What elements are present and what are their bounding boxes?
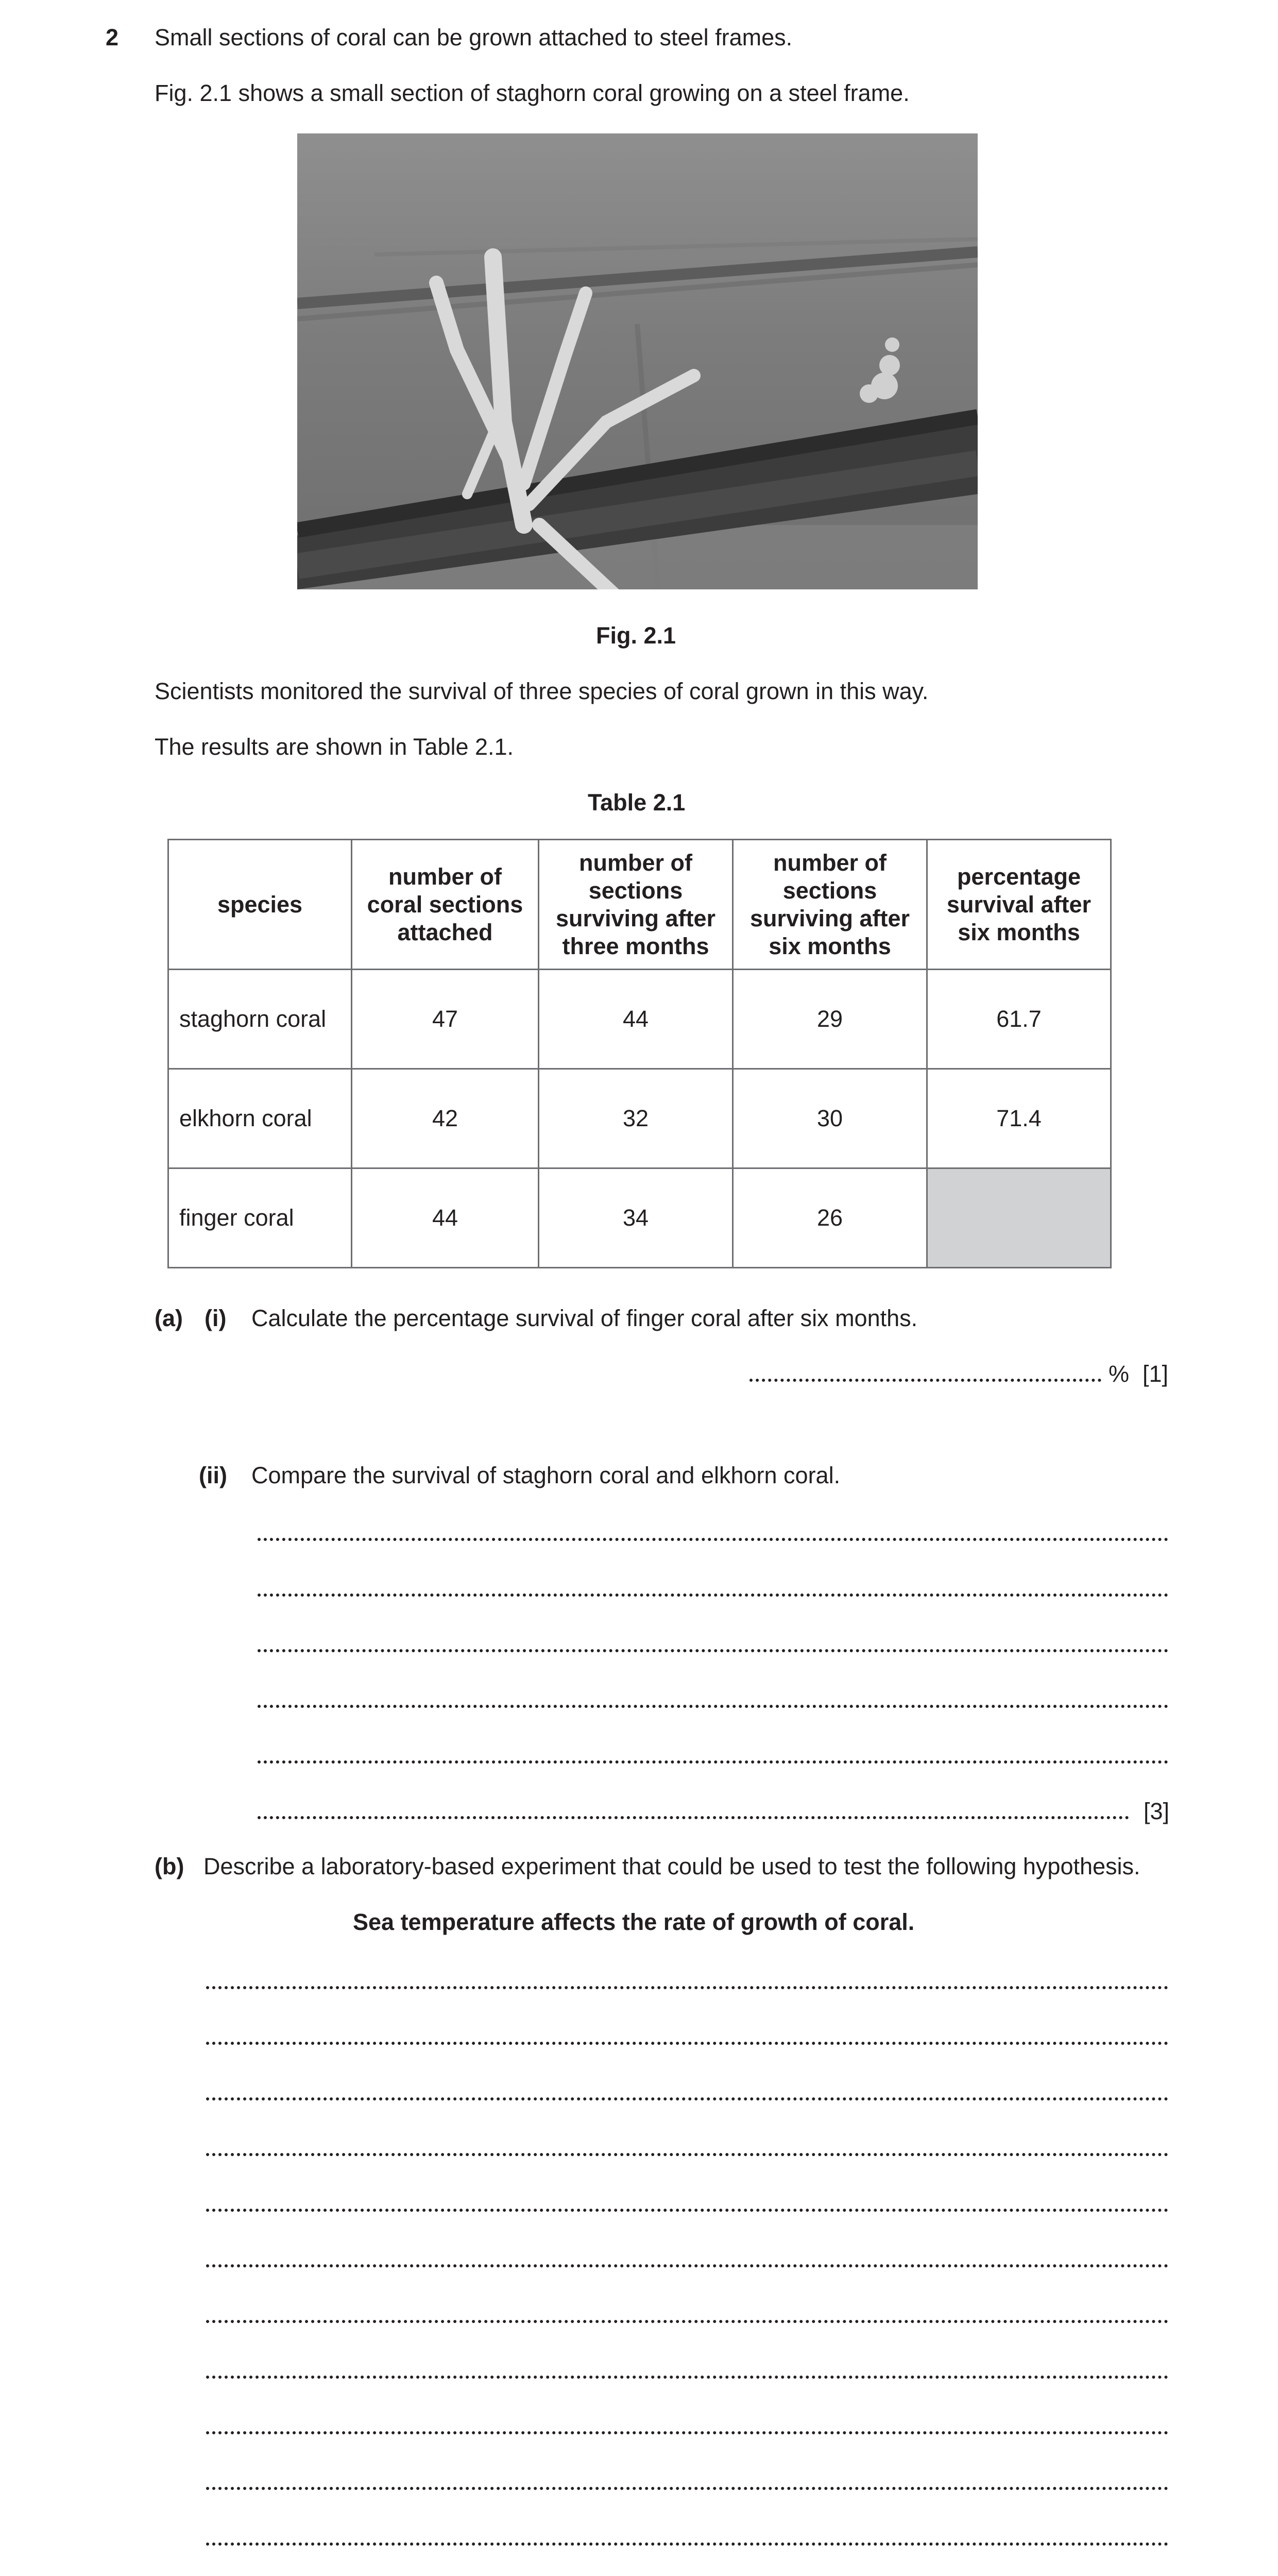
cell-species: elkhorn coral xyxy=(168,1069,352,1168)
answer-line-b[interactable] xyxy=(206,2543,1168,2546)
table-header-row xyxy=(168,840,1111,970)
table-row xyxy=(168,1168,1111,1268)
table-row xyxy=(168,1069,1111,1168)
header-species: species xyxy=(168,840,352,970)
answer-line-b[interactable] xyxy=(206,2153,1168,2156)
table-caption: Table 2.1 xyxy=(588,789,686,816)
answer-line-b[interactable] xyxy=(206,2376,1168,2379)
hypothesis: Sea temperature affects the rate of growth of coral. xyxy=(353,1909,915,1935)
intro-text-2: Fig. 2.1 shows a small section of staghorn coral growing on a steel frame. xyxy=(155,80,910,106)
cell-percentage-blank xyxy=(927,1168,1111,1268)
answer-line-b[interactable] xyxy=(206,2487,1168,2490)
answer-line-b[interactable] xyxy=(206,2264,1168,2267)
scientists-paragraph: Scientists monitored the survival of three species of coral grown in this way. xyxy=(155,678,929,704)
cell-six-months: 26 xyxy=(733,1168,927,1268)
answer-line-b[interactable] xyxy=(206,1986,1168,1989)
header-percentage: percentage survival after six months xyxy=(927,840,1111,970)
cell-three-months: 34 xyxy=(539,1168,733,1268)
coral-photo xyxy=(297,133,978,589)
answer-line-b[interactable] xyxy=(206,2320,1168,2323)
part-a-ii-question: Compare the survival of staghorn coral and elkhorn coral. xyxy=(251,1462,841,1488)
answer-line-b[interactable] xyxy=(206,2097,1168,2100)
answer-line-a-ii[interactable] xyxy=(258,1760,1168,1764)
cell-six-months: 30 xyxy=(733,1069,927,1168)
cell-attached: 44 xyxy=(352,1168,539,1268)
intro-text-1: Small sections of coral can be grown attached to steel frames. xyxy=(155,24,793,50)
part-a-label: (a) xyxy=(155,1305,183,1331)
mark-a-ii: [3] xyxy=(1144,1798,1170,1824)
cell-attached: 42 xyxy=(352,1069,539,1168)
part-a-i-question: Calculate the percentage survival of finger coral after six months. xyxy=(251,1305,918,1331)
answer-line-b[interactable] xyxy=(206,2431,1168,2434)
cell-attached: 47 xyxy=(352,970,539,1069)
header-three-months: number of sections surviving after three months xyxy=(539,840,733,970)
header-attached: number of coral sections attached xyxy=(352,840,539,970)
answer-line-a-i[interactable] xyxy=(749,1379,1101,1382)
percent-unit: % xyxy=(1109,1361,1130,1387)
results-paragraph: The results are shown in Table 2.1. xyxy=(155,734,514,760)
answer-line-a-ii[interactable] xyxy=(258,1649,1168,1652)
part-a-ii-label: (ii) xyxy=(199,1462,227,1488)
cell-species: finger coral xyxy=(168,1168,352,1268)
question-number: 2 xyxy=(106,24,119,50)
cell-percentage: 71.4 xyxy=(927,1069,1111,1168)
cell-three-months: 44 xyxy=(539,970,733,1069)
answer-line-b[interactable] xyxy=(206,2209,1168,2212)
part-b-question: Describe a laboratory-based experiment that could be used to test the following hypothesis. xyxy=(203,1853,1140,1879)
results-table xyxy=(167,839,1112,1268)
figure-caption: Fig. 2.1 xyxy=(596,622,676,649)
cell-percentage: 61.7 xyxy=(927,970,1111,1069)
answer-line-a-ii[interactable] xyxy=(258,1705,1168,1708)
answer-line-b[interactable] xyxy=(206,2042,1168,2045)
cell-three-months: 32 xyxy=(539,1069,733,1168)
header-six-months: number of sections surviving after six months xyxy=(733,840,927,970)
table-row xyxy=(168,970,1111,1069)
answer-line-a-ii[interactable] xyxy=(258,1538,1168,1541)
mark-a-i: [1] xyxy=(1143,1361,1169,1387)
part-a-i-label: (i) xyxy=(205,1305,227,1331)
part-b-label: (b) xyxy=(155,1853,184,1879)
answer-line-a-ii[interactable] xyxy=(258,1816,1129,1819)
cell-six-months: 29 xyxy=(733,970,927,1069)
cell-species: staghorn coral xyxy=(168,970,352,1069)
answer-line-a-ii[interactable] xyxy=(258,1594,1168,1597)
